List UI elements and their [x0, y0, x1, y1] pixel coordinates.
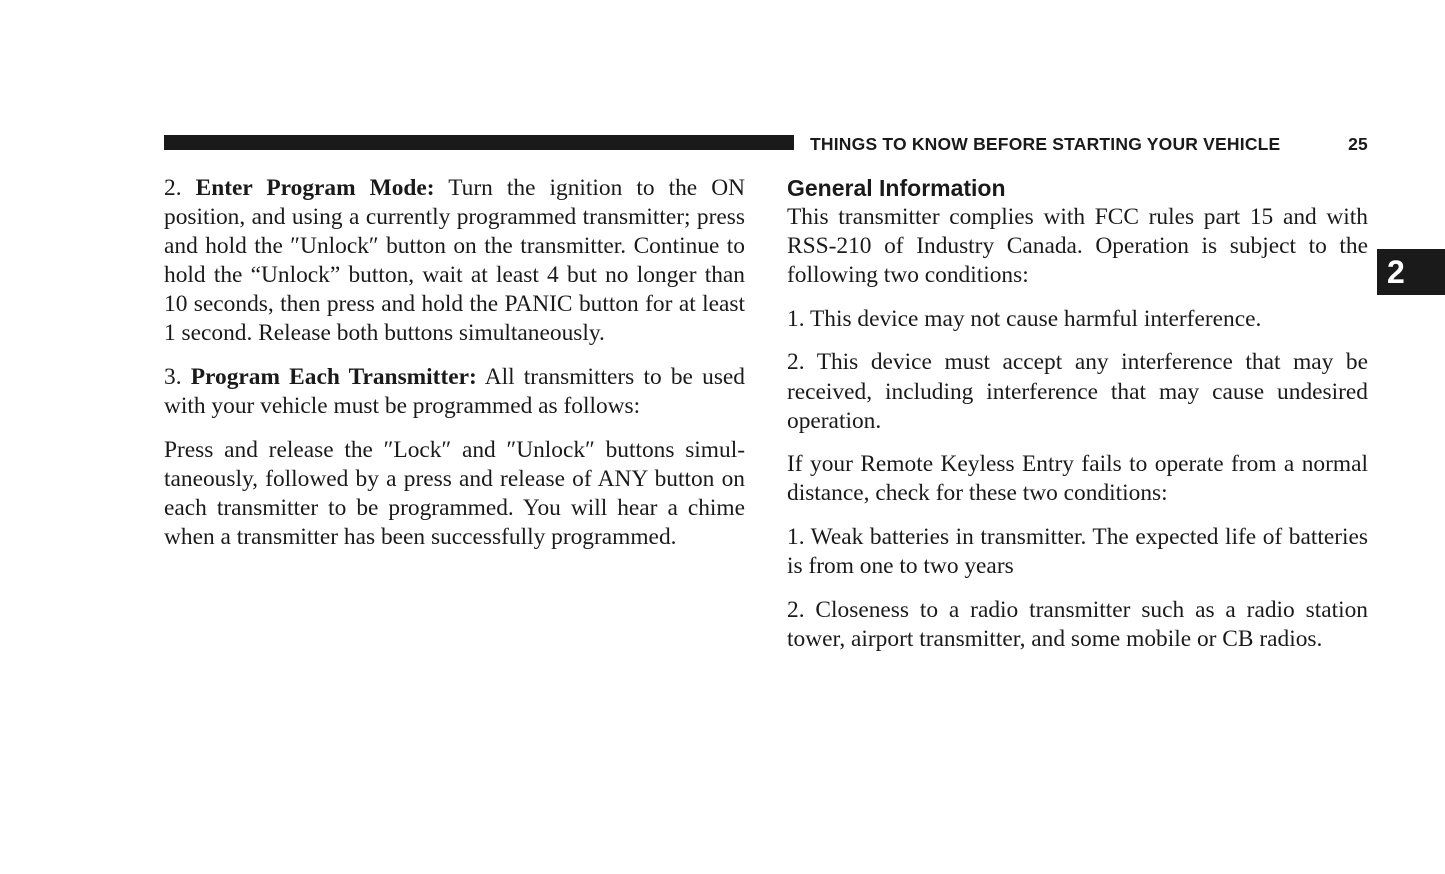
check-1: 1. Weak batteries in transmitter. The expected life of batteries is from one to two years: [787, 523, 1368, 580]
section-heading: General Information: [787, 175, 1006, 201]
condition-2: 2. This device must accept any interference that may be received, including interference that may cause undesired operation.: [787, 349, 1368, 434]
right-column: [787, 174, 1368, 668]
step-2-text: Turn the ignition to the ON position, and using a currently programmed transmitter; press and hold the ″Unlock″ button on the transmitter. Continue to hold the “Unlock” button, wait at least 4 but no longer than 10 seconds, then press and hold the PANIC button for at least 1 second. Release both buttons simultaneously.: [164, 175, 745, 347]
step-3-number: 3.: [164, 364, 182, 391]
programming-instructions: Press and release the ″Lock″ and ″Unlock″ buttons simultaneously, followed by a press and release of ANY button on each transmitter to be programmed. You will hear a chime when a transmitter has been successfully programmed.: [164, 436, 745, 551]
step-3-text: All transmitters to be used with your vehicle must be programmed as follows:: [164, 364, 745, 420]
step-3-label: Program Each Transmitter:: [190, 364, 477, 391]
header-rule: [164, 135, 794, 150]
page-number: 25: [1348, 133, 1368, 154]
left-column: [164, 174, 745, 567]
check-2: 2. Closeness to a radio transmitter such as a radio station tower, airport transmitter, and some mobile or CB radios.: [787, 596, 1368, 652]
keyless-intro: If your Remote Keyless Entry fails to operate from a normal distance, check for these two conditions:: [787, 451, 1368, 507]
running-header: [810, 133, 1368, 155]
step-3-paragraph: [164, 363, 745, 421]
header-title: THINGS TO KNOW BEFORE STARTING YOUR VEHICLE: [810, 133, 1281, 154]
chapter-number: 2: [1387, 253, 1405, 290]
step-2-label: Enter Program Mode:: [195, 175, 435, 201]
fcc-intro: This transmitter complies with FCC rules part 15 and with RSS-210 of Industry Canada. Operation is subject to the following two conditions:: [787, 204, 1368, 289]
step-2-paragraph: [164, 174, 745, 349]
chapter-tab: [1377, 249, 1445, 295]
step-2-number: 2.: [164, 175, 182, 201]
condition-1: 1. This device may not cause harmful interference.: [787, 305, 1262, 332]
